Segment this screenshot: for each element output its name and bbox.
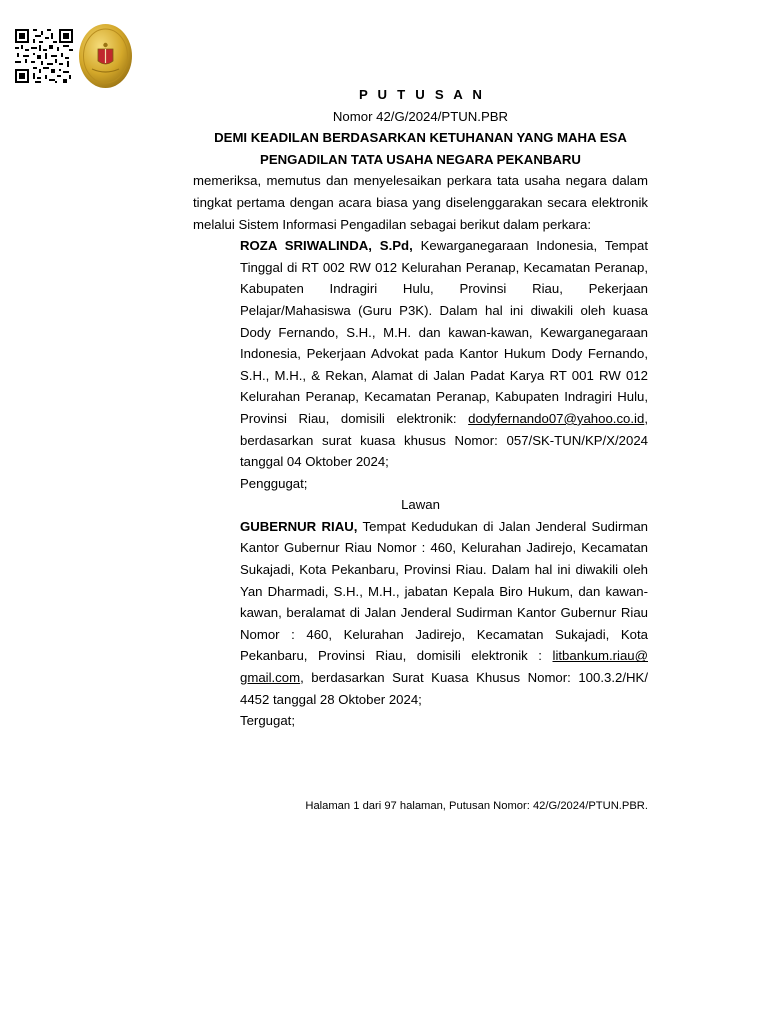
- defendant-email-link[interactable]: litbankum.riau@ gmail.com: [240, 648, 648, 686]
- intro-paragraph: memeriksa, memutus dan menyelesaikan perkara tata usaha negara dalam tingkat pertama dengan acara biasa yang diselenggarakan secara elektronik melalui Sistem Informasi Pengadilan sebagai berikut dalam perkara:: [193, 173, 648, 232]
- plaintiff-name: ROZA SRIWALINDA, S.Pd,: [240, 238, 413, 254]
- plaintiff-description: Kewarganegaraan Indonesia, Tempat Tinggal di RT 002 RW 012 Kelurahan Peranap, Kecamatan Peranap, Kabupaten Indragiri Hulu, Provinsi Riau, Pekerjaan Pelajar/Mahasiswa (Guru P3K). Dalam hal ini diwakili oleh kuasa Dody Fernando, S.H., M.H. dan kawan-kawan, Kewarganegaraan Indonesia, Pekerjaan Advokat pada Kantor Hukum Dody Fernando, S.H., M.H., & Rekan, Alamat di Jalan Padat Karya RT 001 RW 012 Kelurahan Peranap, Kecamatan Peranap, Kabupaten Indragiri Hulu, Provinsi Riau, domisili elektronik:: [240, 238, 648, 426]
- document-title: P U T U S A N: [358, 87, 486, 102]
- document-body: [193, 84, 648, 732]
- case-number: Nomor 42/G/2024/PTUN.PBR: [332, 108, 509, 124]
- plaintiff-role: Penggugat;: [240, 475, 308, 491]
- defendant-role: Tergugat;: [240, 713, 295, 729]
- page-footer: Halaman 1 dari 97 halaman, Putusan Nomor: 42/G/2024/PTUN.PBR.: [305, 800, 648, 812]
- defendant-description: Tempat Kedudukan di Jalan Jenderal Sudirman Kantor Gubernur Riau Nomor : 460, Kelurahan Jadirejo, Kecamatan Sukajadi, Kota Pekanbaru, Provinsi Riau. Dalam hal ini diwakili oleh Yan Dharmadi, S.H., M.H., jabatan Kepala Biro Hukum, dan kawan-kawan, beralamat di Jalan Jenderal Sudirman Kantor Gubernur Riau Nomor : 460, Kelurahan Jadirejo, Kecamatan Sukajadi, Kota Pekanbaru, Provinsi Riau, domisili elektronik :: [240, 518, 648, 664]
- qr-code-icon: [15, 29, 73, 83]
- plaintiff-email-link[interactable]: dodyfernando07@yahoo.co.id: [468, 410, 645, 426]
- defendant-description-end: , berdasarkan Surat Kuasa Khusus Nomor: 100.3.2/HK/ 4452 tanggal 28 Oktober 2024;: [240, 670, 648, 707]
- defendant-paragraph: [240, 516, 648, 710]
- heading-justice: DEMI KEADILAN BERDASARKAN KETUHANAN YANG MAHA ESA: [214, 130, 627, 146]
- versus-label: Lawan: [401, 497, 440, 513]
- plaintiff-description-end: , berdasarkan surat kuasa khusus Nomor: 057/SK-TUN/KP/X/2024 tanggal 04 Oktober 2024;: [240, 410, 648, 470]
- heading-court: PENGADILAN TATA USAHA NEGARA PEKANBARU: [260, 151, 581, 167]
- plaintiff-paragraph: [240, 235, 648, 473]
- mahkamah-agung-seal-icon: [78, 23, 133, 89]
- defendant-name: GUBERNUR RIAU,: [240, 518, 358, 534]
